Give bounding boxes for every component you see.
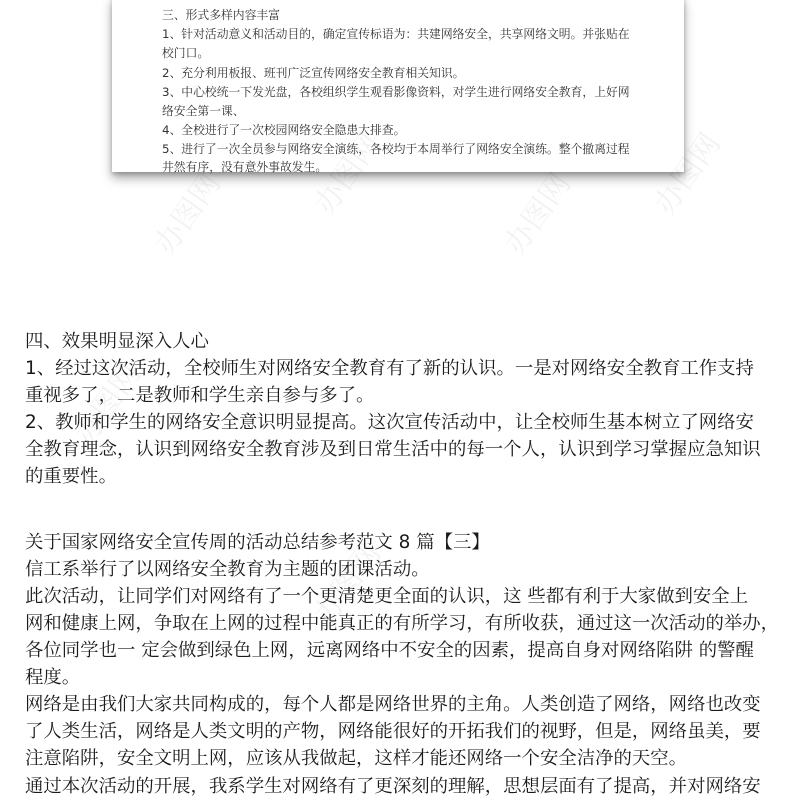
embedded-document-card bbox=[112, 0, 684, 172]
paragraph-line: 此次活动，让同学们对网络有了一个更清楚更全面的认识，这 些都有利于大家做到安全上 bbox=[25, 586, 749, 607]
paragraph-line: 重视多了，二是教师和学生亲自参与多了。 bbox=[25, 385, 375, 406]
card-line: 3、中心校统一下发光盘，各校组织学生观看影像资料，对学生进行网络安全教育，上好网 bbox=[162, 85, 630, 99]
article-title: 关于国家网络安全宣传周的活动总结参考范文 8 篇【三】 bbox=[25, 532, 490, 553]
card-line: 2、充分利用板报、班刊广泛宣传网络安全教育相关知识。 bbox=[162, 66, 465, 80]
paragraph-line: 信工系举行了以网络安全教育为主题的团课活动。 bbox=[25, 559, 430, 580]
watermark: 办图网 bbox=[647, 127, 729, 221]
card-line: 1、针对活动意义和活动目的，确定宣传标语为：共建网络安全，共享网络文明。并张贴在 bbox=[162, 27, 630, 41]
watermark: 办图网 bbox=[497, 167, 579, 261]
watermark: 办图网 bbox=[147, 167, 229, 261]
paragraph-line: 网络是由我们大家共同构成的，每个人都是网络世界的主角。人类创造了网络，网络也改变 bbox=[25, 694, 761, 715]
card-line: 校门口。 bbox=[162, 46, 210, 60]
paragraph-line: 的重要性。 bbox=[25, 466, 117, 487]
paragraph-line: 程度。 bbox=[25, 667, 81, 688]
paragraph-line: 全教育理念，认识到网络安全教育涉及到日常生活中的每一个人，认识到学习掌握应急知识 bbox=[25, 439, 761, 460]
paragraph-line: 1、经过这次活动，全校师生对网络安全教育有了新的认识。一是对网络安全教育工作支持 bbox=[25, 358, 754, 379]
paragraph-line: 注意陷阱，安全文明上网，应该从我做起，这样才能还网络一个安全洁净的天空。 bbox=[25, 748, 688, 769]
section-heading: 四、效果明显深入人心 bbox=[25, 331, 209, 352]
card-line: 井然有序，没有意外事故发生。 bbox=[162, 160, 328, 174]
watermark: 办图网 bbox=[67, 357, 149, 451]
paragraph-line: 2、教师和学生的网络安全意识明显提高。这次宣传活动中，让全校师生基本树立了网络安 bbox=[25, 412, 754, 433]
paragraph-line: 通过本次活动的开展，我系学生对网络有了更深刻的理解，思想层面有了提高，并对网络安 bbox=[25, 776, 761, 797]
card-line: 4、全校进行了一次校园网络安全隐患大排查。 bbox=[162, 123, 406, 137]
paragraph-line: 了人类生活，网络是人类文明的产物，网络能很好的开拓我们的视野，但是，网络虽美，要 bbox=[25, 721, 761, 742]
card-heading: 三、形式多样内容丰富 bbox=[162, 8, 280, 22]
paragraph-line: 各位同学也一 定会做到绿色上网，远离网络中不安全的因素，提高自身对网络陷阱 的警醒 bbox=[25, 640, 754, 661]
card-line: 络安全第一课、 bbox=[162, 104, 245, 118]
watermark: 办图网 bbox=[307, 127, 389, 221]
watermark: 办图网 bbox=[307, 537, 389, 631]
paragraph-line: 网和健康上网，争取在上网的过程中能真正的有所学习，有所收获，通过这一次活动的举办， bbox=[25, 613, 780, 634]
card-line: 5、进行了一次全员参与网络安全演练，各校均于本周举行了网络安全演练。整个撤离过程 bbox=[162, 142, 630, 156]
